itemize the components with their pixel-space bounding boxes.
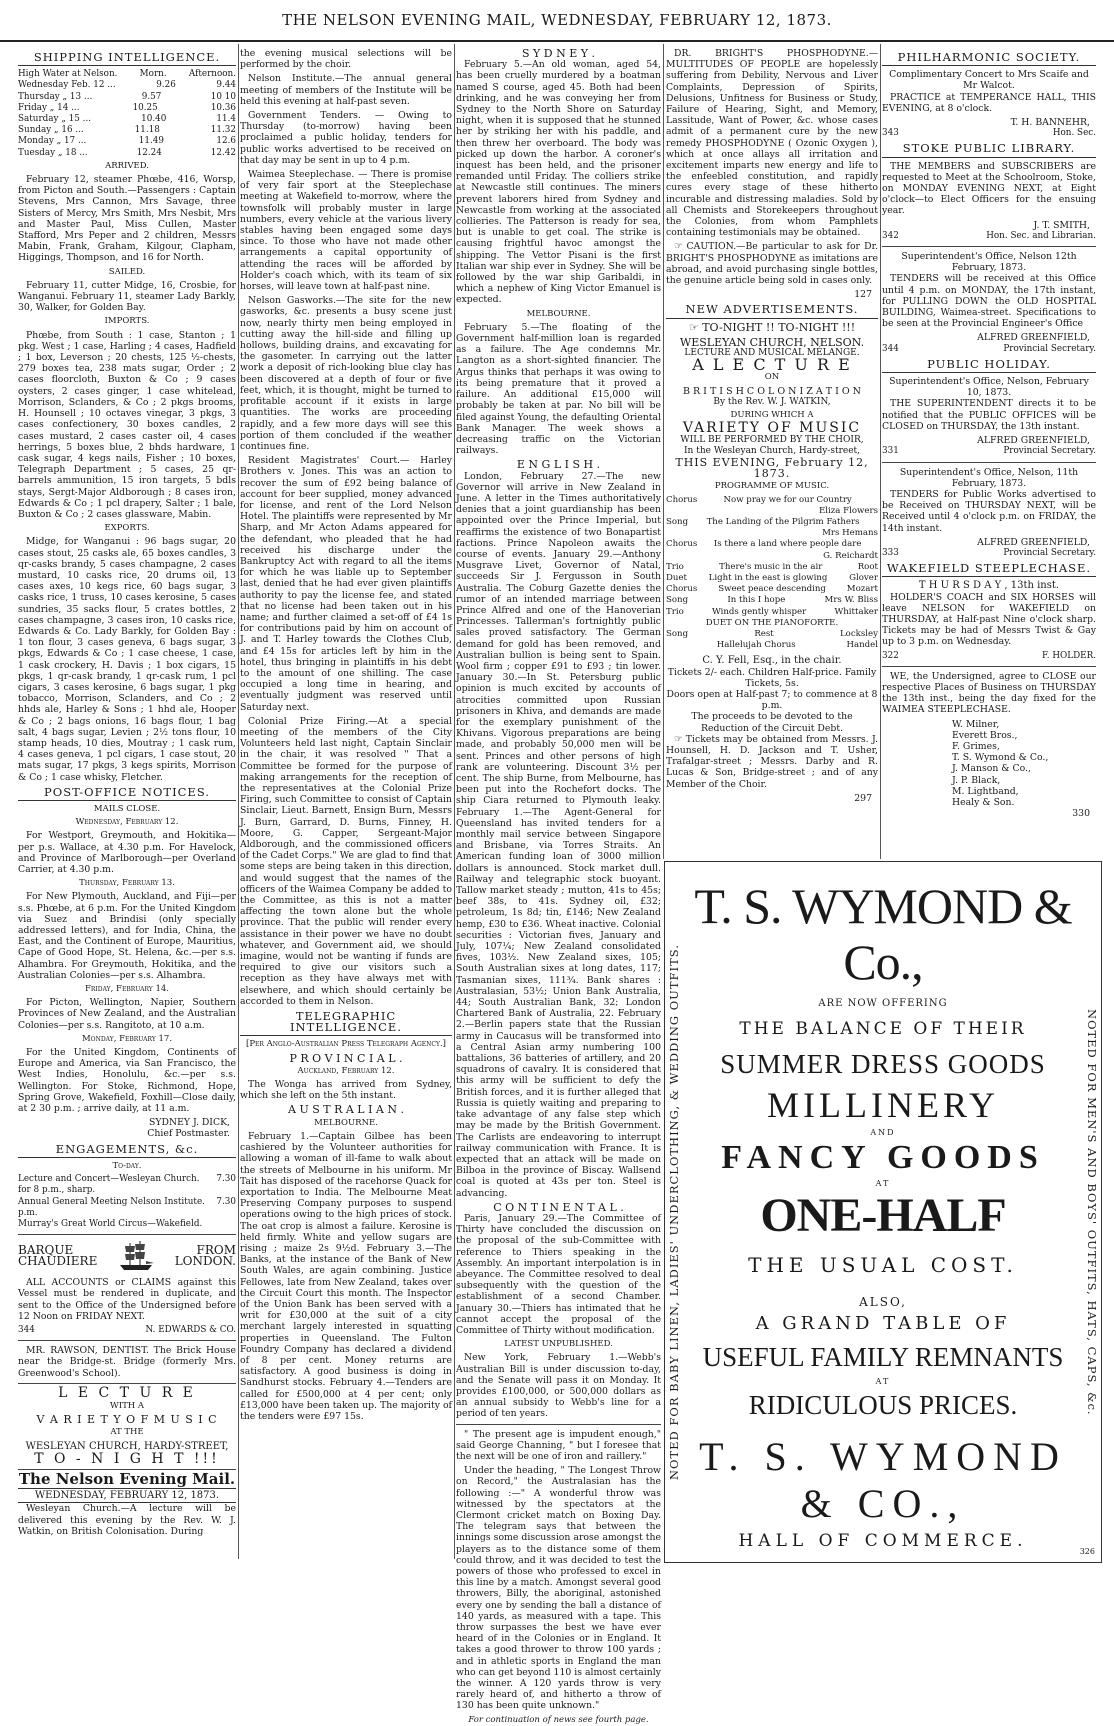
telegraphic-agency: [Per Anglo-Australian Press Telegraph Agency.] [246, 1039, 446, 1050]
news-paragraph: Nelson Gasworks.—The site for the new gasworks, &c. presents a busy scene just now, nearly thirty men being employed in cutting away the hill-side and filling up hollows, building drains, and excavating for the gasometer. In carrying out the latter work a deposit of rich-looking blue clay has been discovered at a depth of four or five feet, which, it is thought, might be turned to profitable account if it exists in large quantities. The works are proceeding rapidly, and a few more days will see this portion of them concluded if the weather continues fine. [240, 295, 452, 452]
list-item [666, 618, 878, 629]
signature: J. T. SMITH, [1033, 219, 1090, 231]
tender-notice: TENDERS will be received at this Office until 4 p.m. on MONDAY, the 17th instant, for PULLING DOWN the OLD HOSPITAL BUILDING, Waimea-street. Specifications to be seen at the Provincial Engineer's Office [882, 273, 1096, 330]
lecture-ad-with: WITH A [109, 1400, 145, 1411]
hw-morn: 10.25 [132, 102, 158, 113]
ad-number: 331 [882, 446, 899, 457]
today-heading: To-day. [112, 1160, 142, 1171]
eng-event: p.m. [18, 1207, 38, 1218]
barque-signature: N. EDWARDS & CO. [145, 1324, 236, 1335]
prog-type: Song [666, 628, 689, 639]
ad-footer [882, 446, 1096, 457]
list-item [666, 551, 878, 562]
column-1 [18, 48, 236, 1560]
complimentary-concert: Complimentary Concert to Mrs Scaife and Mr Walcot. [889, 69, 1089, 92]
prog-type: Trio [666, 561, 684, 572]
prog-type: Chorus [666, 584, 698, 595]
news-paragraph: Colonial Prize Firing.—At a special meeting of the members of the City Volunteers held last night, Captain Sinclair in the chair, it was resolved " That a Committee be formed for the purpose of making arrangements for the reception of the representatives at the Colonial Prize Firing, such Committee to consist of Captain Sinclair, Lieut. Barnett, Ensign Burn, Messrs J. Burn, Garrard, D. Burns, Finney, H. Moore, G. Capper, Sergeant-Major Aldborough, and the commissioned officers of the Cadet Corps." We are glad to find that some steps are being taken in this direction, and would suggest that the names of the officers of the Waimea Company be added to the Committee, as this is not a matter affecting the town alone but the whole province. That the public will render every assistance in their power we have no doubt whatever, and Government aid, we should imagine, would not be wanting if funds are required to give our visitors such a reception as they have always met with elsewhere, and which should certainly be accorded to them in Nelson. [240, 715, 452, 1007]
advert-half: ONE-HALF [760, 1189, 1006, 1242]
on-label: ON [764, 372, 780, 383]
prog-title: Now pray we for our Country [723, 494, 852, 505]
hw-day: Tuesday „ 18 ... [18, 147, 88, 158]
barque-text: ALL ACCOUNTS or CLAIMS against this Vessel must be rendered in duplicate, and sent to the Office of the Undersigned before 12 Noon on FRIDAY NEXT. [18, 1277, 236, 1322]
auckland-dateline: Auckland, February 12. [297, 1065, 395, 1076]
list-item: T. S. Wymond & Co., [952, 752, 1049, 764]
advert-balance: THE BALANCE OF THEIR [739, 1019, 1027, 1039]
office-dateline: Superintendent's Office, Nelson 12th February, 1873. [901, 251, 1077, 274]
british-colonization: B R I T I S H C O L O N I Z A T I O N [683, 385, 861, 397]
ad-number: 342 [882, 230, 899, 241]
tickets: Tickets 2/- each. Children Half-price. Family Tickets, 5s. [667, 666, 877, 689]
ad-number: 297 [854, 792, 872, 804]
list-item [666, 517, 878, 528]
prog-composer: Eliza Flowers [819, 505, 878, 516]
thu-text: For New Plymouth, Auckland, and Fiji—per s.s. Phœbe, at 6 p.m. For the United Kingdom via Suez and Brindisi (only specially addressed letters), and for India, China, the East, and the Continent of Europe, Mauritius, Cape of Good Hope, St. Helena, &c.—per s.s. Alhambra. For Greymouth, Hokitika, and the Australian Colonies—per s.s. Alhambra. [18, 891, 236, 981]
divider [18, 1340, 236, 1341]
ad-footer [882, 344, 1096, 355]
chairman: C. Y. Fell, Esq., in the chair. [702, 655, 842, 667]
prog-title: Is there a land where people dare [713, 539, 862, 550]
mon-text: For the United Kingdom, Continents of Europe and America, via San Francisco, the West Indies, Honolulu, &c.—per s.s. Wellington. For Stoke, Richmond, Hope, Spring Grove, Wakefield, Foxhill—Close daily, at 2 30 p.m. ; arrive daily, at 11 a.m. [18, 1047, 236, 1115]
column-rule [880, 44, 881, 859]
list-item [666, 629, 878, 640]
advert-summer: SUMMER DRESS GOODS [720, 1049, 1046, 1079]
arrived-text: February 12, steamer Phœbe, 416, Worsp, from Picton and South.—Passengers : Captain Stevens, Mrs Cannon, Mrs Savage, three Sisters of Mercy, Mrs Smith, Mrs Nesbit, Mrs and Master Paul, Miss Cullen, Master Stafford, Mrs Peper and 2 children, Messrs Mabin, Frank, Graham, Kilgour, Clapham, Higgings, Thompson, and 16 for North. [18, 174, 236, 264]
column-rule [663, 44, 664, 859]
holiday-notice: THE SUPERINTENDENT directs it to be notified that the PUBLIC OFFICES will be CLOSED on THURSDAY, the 13th instant. [882, 398, 1096, 432]
eng-event: Murray's Great World Circus—Wakefield. [18, 1218, 203, 1229]
lecture-ad-at: AT THE [110, 1427, 144, 1438]
news-paragraph: " The present age is impudent enough," said George Channing, " but I foresee that the next will be one of iron and raillery." [456, 1428, 661, 1462]
table-row [18, 125, 236, 136]
prog-composer: Mozart [846, 584, 878, 595]
signature: T. H. BANNEHR, [1010, 117, 1090, 129]
hw-day: Monday „ 17 ... [18, 136, 87, 147]
signature-title: Provincial Secretary. [1003, 547, 1096, 558]
divider [18, 1234, 236, 1235]
barque-footer [18, 1325, 236, 1336]
steeplechase-heading: WAKEFIELD STEEPLECHASE. [882, 563, 1096, 577]
divider [882, 462, 1096, 463]
ad-footer [882, 128, 1096, 139]
exports-heading: EXPORTS. [104, 523, 150, 534]
ad-footer [882, 231, 1096, 242]
hw-head-2: Morn. [139, 69, 167, 80]
eng-event: Lecture and Concert—Wesleyan Church. [18, 1174, 200, 1185]
prog-title: Light in the east is glowing [708, 572, 828, 583]
ad-footer [882, 651, 1096, 662]
list-item [666, 640, 878, 651]
ticket-outlets: ☞ Tickets may be obtained from Messrs. J. Hounsell, H. D. Jackson and T. Usher, Trafalgar-street ; Messrs. Darby and R. Lucas & Son, Bridge-street ; and of any Member of the Choir. [666, 733, 878, 790]
divider [18, 1383, 236, 1384]
list-item: W. Milner, [952, 718, 1000, 730]
prog-title: Winds gently whisper [711, 606, 807, 617]
office-dateline: Superintendent's Office, Nelson, February 10, 1873. [889, 376, 1089, 399]
during-label: DURING WHICH A [730, 410, 814, 421]
tender-notice: TENDERS for Public Works advertised to be Received on THURSDAY NEXT, will be Received until 4 o'clock p.m. on FRIDAY, the 14th instant. [882, 488, 1096, 534]
hw-aft: 10.36 [210, 102, 236, 113]
news-paragraph: February 1.—Captain Gilbee has been cashiered by the Volunteer authorities for allowing a woman of ill-fame to walk about the streets of Melbourne in his uniform. Mr Tait has disposed of the racehorse Quack for exportation to India. The Melbourne Meat Preserving Company purposes to suspend operations owing to the high prices of stock. The oat crop is almost a failure. Kerosine is held firmly. White and yellow sugars are rising ; maize 2s 9½d. February 3.—The Banks, at the instance of the Bank of New South Wales, are again combining. Justice Fellowes, late from New Zealand, takes over the Circuit Court this month. The Inspector of the Union Bank has been served with a writ for £30,000 at the suit of a city merchant largely interested in squatting properties in Queensland. The Fulton Foundry Company has declared a dividend of 8 per cent. Money returns are satisfactory. A good business is doing in Sandhurst stocks. February 4.—Tenders are called for £500,000 at 4 per cent; only £13,000 have been taken up. The majority of the tenders were £97 15s. [240, 1130, 452, 1422]
prog-composer: Locksley [839, 628, 878, 639]
news-paragraph: Waimea Steeplechase. — There is promise of very fair sport at the Steeplechase meeting at Wakefield to-morrow, where the townsfolk will probably muster in large numbers, every vehicle at the various livery stables having been engaged some days since. To those who have not made other arrangements a capital opportunity of attending the races will be afforded by Holder's coach which, with its team of six horses, will leave town at half-past nine. [240, 169, 452, 293]
advert-table: A GRAND TABLE OF [755, 1313, 1011, 1334]
paper-date: WEDNESDAY, FEBRUARY 12, 1873. [18, 1488, 236, 1503]
hw-aft: 12.6 [216, 136, 236, 147]
barque-name: CHAUDIERE [18, 1254, 98, 1269]
hw-aft: 9.44 [216, 80, 236, 91]
list-item [666, 562, 878, 573]
hw-head-1: High Water at Nelson. [18, 69, 118, 80]
hw-morn: 9.26 [156, 80, 176, 91]
variety-of-music: VARIETY OF MUSIC [682, 420, 862, 437]
programme-list [666, 495, 878, 652]
hw-day: Friday „ 14 ... [18, 102, 80, 113]
ad-number: 127 [854, 289, 872, 301]
list-item: Healy & Son. [952, 796, 1015, 808]
hw-day: Wednesday Feb. 12 ... [18, 80, 116, 91]
ad-number: 326 [1079, 1547, 1095, 1556]
column-2 [240, 48, 452, 1560]
table-row [18, 103, 236, 114]
hw-morn: 10.40 [141, 114, 167, 125]
list-item [666, 539, 878, 550]
prog-type: Song [666, 516, 689, 527]
list-item: M. Lightband, [952, 785, 1019, 797]
ad-number: 343 [882, 128, 899, 139]
this-evening: THIS EVENING, February 12, 1873. [675, 455, 869, 481]
wed-heading: Wednesday, February 12. [75, 817, 179, 828]
prog-composer: Root [857, 561, 878, 572]
hw-aft: 11.4 [216, 114, 236, 125]
advert-right-border: NOTED FOR MEN'S AND BOYS' OUTFITS, HATS, CAPS, &c. [1085, 1008, 1099, 1416]
programme-heading: PROGRAMME OF MUSIC. [714, 481, 830, 492]
list-item [18, 1197, 236, 1208]
list-item: J. P. Black, [952, 774, 1001, 786]
philharmonic-heading: PHILHARMONIC SOCIETY. [882, 52, 1096, 66]
phosphodyne-caution: ☞ CAUTION.—Be particular to ask for Dr. BRIGHT'S PHOSPHODYNE as imitations are abroad, and avoid purchasing single bottles, the genuine article being sold in cases only. [666, 241, 878, 287]
barque-right [174, 1242, 236, 1269]
prog-type: Duet [666, 572, 687, 583]
stoke-notice: THE MEMBERS and SUBSCRIBERS are requested to Meet at the Schoolroom, Stoke, on MONDAY EVENING NEXT, at Eight o'clock—to Elect Officers for the ensuing year. [882, 160, 1096, 217]
prog-title: Sweet peace descending [718, 584, 826, 595]
table-row [18, 80, 236, 91]
list-item [666, 495, 878, 506]
melbourne-heading: MELBOURNE. [314, 1117, 378, 1128]
hw-morn: 9.57 [141, 91, 162, 102]
arrived-heading: ARRIVED. [105, 160, 149, 171]
lecture-ad-venue: WESLEYAN CHURCH, HARDY-STREET, [25, 1440, 229, 1452]
closing-notice: WE, the Undersigned, agree to CLOSE our respective Places of Business on THURSDAY the 13th inst., being the day fixed for the WAIMEA STEEPLECHASE. [882, 670, 1096, 716]
rawson-ad: MR. RAWSON, DENTIST. The Brick House near the Bridge-st. Bridge (formerly Mrs. Greenwood's School). [18, 1345, 236, 1379]
proceeds: The proceeds to be devoted to the Reduction of the Circuit Debt. [691, 711, 853, 734]
wymond-advertisement [664, 861, 1102, 1563]
hw-morn: 11.18 [134, 125, 160, 136]
sailed-text: February 11, cutter Midge, 16, Crosbie, for Wanganui. February 11, steamer Lady Barkly, 30, Walker, for Golden Bay. [18, 279, 236, 314]
prog-composer: Mrs Hemans [822, 528, 878, 539]
prog-type: Song [666, 595, 689, 606]
advert-left-border: NOTED FOR BABY LINEN, LADIES' UNDERCLOTHING, & WEDDING OUTFITS. [667, 944, 681, 1480]
signature-title: Hon. Sec. [1052, 128, 1096, 139]
eng-event: for 8 p.m., sharp. [18, 1185, 96, 1196]
divider [882, 246, 1096, 247]
prog-composer: G. Reichardt [823, 550, 878, 561]
news-paragraph: Paris, January 29.—The Committee of Thirty have concluded the discussion on the proposal of the sub-Committee with reference to Thiers speaking in the Assembly. An important interpolation is in abeyance. The Committee resolved to deal subsequently with the question of the establishment of a second Chamber. January 30.—Thiers has intimated that he cannot accept the proposal of the Committee of Thirty without modification. [456, 1212, 661, 1336]
barque-origin: LONDON. [174, 1254, 236, 1269]
hw-day: Saturday „ 15 ... [18, 114, 92, 125]
advert-at-2: AT [875, 1377, 891, 1386]
prog-title: In this I hope [727, 595, 786, 606]
fri-heading: Friday, February 14. [85, 984, 169, 995]
divider [882, 666, 1096, 667]
hw-aft: 12.42 [210, 147, 236, 158]
phosphodyne-ad: DR. BRIGHT'S PHOSPHODYNE.—MULTITUDES OF PEOPLE are hopelessly suffering from Debility, Nervous and Liver Complaints, Depression of Spirits, Delusions, Unfitness for Business or Study, Failure of Hearing, Sight, and Memory, Lassitude, Want of Power, &c. whose cases admit of a permanent cure by the new remedy PHOSPHODYNE ( Ozonic Oxygen ), which at once allays all irritation and excitement imparts new energy and life to the enfeebled constitution, and rapidly cures every stage of these hitherto incurable and distressing maladies. Sold by all Chemists and Storekeepers throughout the Colonies, from whom Pamphlets containing testimonials may be obtained. [666, 48, 878, 239]
english-heading: E N G L I S H . [516, 458, 601, 472]
telegraphic-heading: TELEGRAPHIC INTELLIGENCE. [240, 1011, 452, 1036]
stoke-library-heading: STOKE PUBLIC LIBRARY. [882, 143, 1096, 157]
engagements-heading: ENGAGEMENTS, &c. [18, 1144, 236, 1158]
coach-notice: HOLDER'S COACH and SIX HORSES will leave NELSON for WAKEFIELD on THURSDAY, at Half-past Nine o'clock sharp. Tickets may be had of Messrs Twist & Gay up to 3 p.m. on Wednesday. [882, 591, 1096, 648]
post-signature: SYDNEY J. DICK, [148, 1117, 230, 1129]
list-item [666, 573, 878, 584]
doors: Doors open at Half-past 7; to commence at 8 p.m. [666, 688, 878, 712]
lecture-musical: LECTURE AND MUSICAL MÉLANGE. [684, 348, 860, 359]
news-paragraph: February 5.—The floating of the Government half-million loan is regarded as a failure. The Age condemns Mr. Langton as a short-sighted financier. The Argus thinks that perhaps it was owing to its being premature that it proved a failure. An additional £15,000 will probably be taken at par. No bill will be filed against Young, the defaulting Oriental Bank Manager. The week shows a decreasing traffic on the Victorian railways. [456, 321, 661, 457]
eng-event: Annual General Meeting Nelson Institute. [18, 1196, 205, 1207]
sydney-heading: S Y D N E Y . [521, 47, 595, 60]
ad-number: 330 [1072, 808, 1090, 820]
steeplechase-date: T H U R S D A Y , 13th inst. [918, 580, 1060, 592]
ad-number: 344 [18, 1324, 35, 1335]
ad-number: 333 [882, 547, 899, 558]
shipping-heading: SHIPPING INTELLIGENCE. [18, 52, 236, 66]
advert-usual: THE USUAL COST. [748, 1253, 1018, 1277]
column-4 [666, 48, 878, 860]
a-lecture: A L E C T U R E [692, 355, 852, 375]
advert-and: AND [870, 1128, 896, 1137]
advert-hall: HALL OF COMMERCE. [738, 1531, 1028, 1551]
hw-day: Thursday „ 13 ... [18, 91, 93, 102]
sailed-heading: SAILED. [108, 266, 146, 277]
fri-text: For Picton, Wellington, Napier, Southern Provinces of New Zealand, and the Australian Colonies—per s.s. Rangitoto, at 10 a.m. [18, 997, 236, 1031]
post-title: Chief Postmaster. [147, 1128, 230, 1140]
news-paragraph: London, February 27.—The new Governor will arrive in New Zealand in June. A letter in the Times authoritatively denies that a joint guardianship has been appointed over the Prince Imperial, but reaffirms the existence of two Bonapartist factions. Prince Napoleon awaits the course of events. January 29.—Anthony Musgrave Livet, Governor of Natal, succeeds Sir J. Fergusson in South Australia. The Coburg Gazette denies the rumor of an intended marriage between Prince Alfred and one of the Hanoverian Princesses. Tallerman's fortnightly public sales proved satisfactory. The German demand for gold has been removed, and Australian bullion is being sent to Spain. Wool firm ; copper £91 to £93 ; tin lower. January 30.—In St. Petersburg public opinion is much excited by accounts of atrocities committed upon Russian prisoners in Khiva, and demands are made for the exemplary punishment of the Khivans. Vigorous preparations are being made, and probably 50,000 men will be sent. Princes and other persons of high rank are volunteering. Discount 3½ per cent. The ship Burne, from Melbourne, has been put into the Rochefort docks. The ship Ciara returned to Plymouth leaky. February 1.—The Agent-General for Queensland has invited tenders for a monthly mail service between Singapore and Brisbane, via Torres Straits. An American funding loan of 3000 million dollars is announced. Stock market dull. Railway and telegraphic stock buoyant. Tallow market steady ; mutton, 41s to 45s; beef 38s, to 41s. Sydney oil, £32; petroleum, 1s 8d; tin, £146; New Zealand hemp, £30 to £36. Wheat inactive. Colonial securities : Victorian fives, January and July, 107¼; New Zealand consolidated fives, 103½. New Zealand sixes, 105; South Australian sixes at long dates, 117; Tasmanian sixes, 111¾. Bank shares : Australasian, 53½; Union Bank Australia, 44; South Australian Bank, 32; London Chartered Bank of Australia, 22. February 2.—Berlin papers state that the Russian army in Caucasus will be transformed into a Central Asian army numbering 100 battalions, 36 batteries of artillery, and 20 squadrons of cavalry. It is considered that this army will be sufficient to defy the British forces, and it is further alleged that Russia is quietly waiting and preparing to take advantage of any false step which may be made by the British Government. The Carlists are endeavoring to interrupt railway communication with France. It is expected that an attack will be made on Bilboa in the province of Biscay. Wallsend coal is quoted at 43s per ton. Steel is advancing. [456, 470, 661, 1199]
news-paragraph: Government Tenders. — Owing to Thursday (to-morrow) having been proclaimed a public holiday, tenders for public works advertised to be received on that day may be sent in up to 4 p.m. [240, 110, 452, 166]
barque-label: BARQUE [18, 1242, 74, 1257]
barque-header [18, 1239, 236, 1273]
signature: F. HOLDER. [1042, 650, 1096, 661]
mails-close-heading: MAILS CLOSE. [93, 804, 161, 814]
imports-text: Phœbe, from South : 1 case, Stanton ; 1 pkg. West ; 1 case, Harling ; 4 cases, Hadfield ; 1 box, Leverson ; 20 chests, 125 ½-chests, 279 boxes tea, 238 mats sugar, Order ; 2 cases floorcloth, Buxton & Co ; 9 cases oysters, 2 cases ginger, 1 case whitelead, Morrison, Sclanders, & Co ; 2 pkgs brooms, H. Hounsell ; 10 octaves vinegar, 3 pkgs, 3 cases confectionery, 30 boxes candles, 2 cases mustard, 2 cases caster oil, 4 cases herrings, 5 boxes blue, 2 bhds hardware, 1 cask sugar, 4 kegs nails, Fisher ; 10 boxes, Telegraph Department ; 5 cases, 25 qr-barrels ammunition, 15 iron targets, 5 bdls stays, Sergt-Major Aldborough ; 8 cases iron, Edwards & Co ; 1 pcl drapery, Salter ; 1 bale, Buxton & Co ; 2 cases glassware, Mabin. [18, 329, 236, 520]
news-paragraph: The Wonga has arrived from Sydney, which she left on the 5th instant. [240, 1079, 452, 1102]
eng-time: 7.30 [216, 1174, 236, 1185]
barque-from: FROM [196, 1242, 236, 1257]
continental-heading: C O N T I N E N T A L . [493, 1200, 624, 1214]
advert-fancy: FANCY GOODS [721, 1139, 1045, 1176]
advert-ridiculous: RIDICULOUS PRICES. [748, 1390, 1018, 1420]
high-water-table [18, 80, 236, 158]
prog-composer: Glover [849, 572, 878, 583]
prog-title: The Landing of the Pilgrim Fathers [706, 516, 860, 527]
advert-at: AT [875, 1179, 891, 1188]
prog-title: Rest [754, 628, 774, 639]
office-dateline: Superintendent's Office, Nelson, 11th February, 1873. [899, 466, 1079, 489]
list-item [666, 595, 878, 606]
signature: ALFRED GREENFIELD, [977, 536, 1090, 548]
australian-heading: A U S T R A L I A N . [288, 1103, 404, 1117]
list-item [18, 1185, 236, 1196]
prog-title: DUET ON THE PIANOFORTE. [705, 617, 839, 628]
high-water-header [18, 69, 236, 80]
lecture-ad-variety: V A R I E T Y O F M U S I C [36, 1413, 218, 1427]
hw-aft: 11.32 [210, 125, 236, 136]
prog-type: Chorus [666, 494, 698, 505]
list-item [666, 506, 878, 517]
barque-left [18, 1242, 98, 1269]
hw-day: Sunday „ 16 ... [18, 125, 84, 136]
lecturer: By the Rev. W. J. WATKIN, [713, 396, 831, 407]
exports-text: Midge, for Wanganui : 96 bags sugar, 20 cases stout, 25 casks ale, 65 boxes candles, 3 qr-casks brandy, 5 cases champagne, 2 cases mustard, 10 casks rice, 20 drums oil, 13 cases axes, 10 kegs rice, 60 bags sugar, 3 casks rice, 1 truss, 10 cases kerosine, 5 cases sundries, 35 sacks flour, 5 crates bottles, 2 cases champagne, 3 cases iron, 10 casks rice, Edwards & Co. Lady Barkly, for Golden Bay : 1 ton flour, 3 cases geneva, 6 bags sugar, 3 pkgs, Edwards & Co ; 1 case cheese, 1 case, 1 cask crockery, H. Davis ; 1 box cigars, 15 pkgs, 1 qr-cask brandy, 1 qr-cask rum, 1 pcl cigars, 3 cases kerosine, 6 bags sugar, 1 pkg tobacco, Morrison, Sclanders, and Co ; 2 hhds ale, Harley & Sons ; 1 hhd ale, Hooper & Co ; 2 bags onions, 16 bags flour, 1 bag salt, 4 bags sugar, Levien ; 2½ tons flour, 10 stamp heads, 10 dies, Moutray ; 1 cask rum, 4 cases geneva, 1 pcl cigars, 1 case stout, 20 mats sugar, 17 pkgs, 3 kegs spirits, Morrison & Co ; 1 case whisky, Fletcher. [18, 536, 236, 783]
advert-offering: ARE NOW OFFERING [818, 998, 948, 1009]
prog-composer: Whittaker [834, 606, 878, 617]
lecture-ad-title: L E C T U R E [58, 1384, 196, 1401]
masthead: THE NELSON EVENING MAIL, WEDNESDAY, FEBRUARY 12, 1873. [0, 0, 1114, 42]
signature: ALFRED GREENFIELD, [977, 435, 1090, 447]
prog-type: Trio [666, 606, 684, 617]
wesleyan-paragraph: Wesleyan Church.—A lecture will be delivered this evening by the Rev. W. J. Watkin, on British Colonisation. During [18, 1503, 236, 1537]
ad-number: 322 [882, 650, 899, 661]
list-item: Everett Bros., [952, 729, 1018, 741]
signatories-list [882, 719, 1096, 809]
new-advertisements-heading: NEW ADVERTISEMENTS. [666, 304, 878, 318]
news-paragraph: Resident Magistrates' Court.— Harley Brothers v. Jones. This was an action to recover the sum of £92 being balance of account for beer supplied, money advanced for license, and rent of the Lord Nelson Hotel. The plaintiffs were represented by Mr Sharp, and Mr Acton Adams appeared for the defendant, who pleaded that he had received his discharge under the Bankruptcy Act with regard to all the items for which he was liable up to September last, denied that he had ever given plaintiffs authority to pay the license fee, and stated that no license had been taken out in his name; and further claimed a set-off of £4 1s for contributions paid by him on account of J. and T. Harley towards the Clothes Club, and £4 15s for articles left by him in the hotel, thus bringing in plaintiffs in his debt to the amount of one shilling. The case occupied a long time in hearing, and eventually judgment was reserved until Saturday next. [240, 455, 452, 713]
provincial-heading: P R O V I N C I A L . [289, 1051, 403, 1065]
list-item: F. Grimes, [952, 740, 1000, 752]
list-item [666, 584, 878, 595]
signature-title: Provincial Secretary. [1003, 343, 1096, 354]
column-rule [238, 44, 239, 1559]
divider [456, 1424, 661, 1425]
venue: In the Wesleyan Church, Hardy-street, [684, 445, 860, 456]
public-holiday-heading: PUBLIC HOLIDAY. [882, 359, 1096, 373]
table-row [18, 148, 236, 159]
signature-title: Provincial Secretary. [1003, 446, 1096, 457]
table-row [18, 92, 236, 103]
latest-heading: LATEST UNPUBLISHED. [504, 1339, 613, 1350]
hw-morn: 11.49 [138, 136, 164, 147]
signature-title: Hon. Sec. and Librarian. [986, 230, 1096, 241]
advert-body [689, 862, 1077, 1562]
performed-by: WILL BE PERFORMED BY THE CHOIR, [680, 434, 864, 445]
column-3 [456, 47, 661, 1725]
signature: ALFRED GREENFIELD, [977, 332, 1090, 344]
list-item [18, 1219, 236, 1230]
imports-heading: IMPORTS. [104, 316, 150, 327]
list-item [18, 1174, 236, 1185]
ad-number: 344 [882, 343, 899, 354]
wed-text: For Westport, Greymouth, and Hokitika—per p.s. Wallace, at 4.30 p.m. For Havelock, and Province of Marlborough—per Overland Carrier, at 4.30 p.m. [18, 830, 236, 876]
hw-aft: 10 10 [210, 91, 236, 102]
thu-heading: Thursday, February 13. [79, 878, 175, 889]
engagements-list [18, 1174, 236, 1230]
prog-title: There's music in the air [719, 561, 823, 572]
list-item [18, 1208, 236, 1219]
hw-morn: 12.24 [136, 147, 162, 158]
list-item [666, 607, 878, 618]
list-item: J. Manson & Co., [952, 763, 1031, 775]
eng-time: 7.30 [216, 1196, 236, 1207]
wesleyan-church-title: WESLEYAN CHURCH, NELSON. [679, 335, 865, 349]
column-5 [882, 48, 1096, 860]
prog-type: Chorus [666, 539, 698, 550]
news-paragraph: the evening musical selections will be performed by the choir. [240, 48, 452, 71]
prog-composer: Handel [846, 640, 878, 651]
news-paragraph: Nelson Institute.—The annual general meeting of members of the Institute will be held this evening at half-past seven. [240, 73, 452, 107]
prog-composer: Mrs W. Bliss [824, 595, 878, 606]
list-item [666, 528, 878, 539]
paper-title: The Nelson Evening Mail. [18, 1469, 236, 1488]
column-rule [454, 44, 455, 1559]
news-paragraph: February 5.—An old woman, aged 54, has been cruelly murdered by a boatman named S course, aged 45. Both had been drinking, and he was conveying her from Sydney to the North Shore on Saturday night, when it is supposed that he stunned her by striking her with his paddle, and then threw her overboard. The body was picked up down the harbor. A coroner's inquest has been held, and the prisoner remanded until Friday. The colliers strike at Newcastle still continues. The miners prevent laborers hired from Sydney and Newcastle from working at the associated collieries. The Patterson is ready for sea, but is unable to get coal. The strike is causing frightful havoc amongst the shipping. The Vettor Pisani is the first Italian war ship ever in Sydney. She will be followed by the war ship Garibaldi, in which a nephew of King Victor Emanuel is expected. [456, 59, 661, 306]
advert-name-2: T. S. WYMOND & CO., [699, 1434, 1067, 1526]
post-office-heading: POST-OFFICE NOTICES. [18, 787, 236, 801]
ad-footer [882, 548, 1096, 559]
tonight-banner: ☞ TO-NIGHT !! TO-NIGHT !!! [688, 320, 856, 334]
mon-heading: Monday, February 17. [81, 1033, 173, 1044]
table-row [18, 136, 236, 147]
advert-millinery: MILLINERY [767, 1085, 999, 1125]
prog-title: Hallelujah Chorus [716, 640, 796, 651]
news-paragraph: New York, February 1.—Webb's Australian Bill is under discussion to-day, and the Senate will pass it on Monday. It provides £100,000, or 500,000 dollars as an annual subsidy to Webb's line for a period of ten years. [456, 1352, 661, 1420]
ship-icon [116, 1239, 156, 1273]
lecture-ad-tonight: T O - N I G H T !!! [34, 1450, 220, 1467]
news-paragraph: Under the heading, " The Longest Throw on Record," the Australasian has the following :—" A wonderful throw was witnessed by the spectators at the Clermont cricket match on Boxing Day. The telegram says that between the innings some discussion arose amongst the players as to the distance some of them could throw, and it was decided to test the powers of those who professed to excel in this line by a match. Amongst several good throwers, Billy, the aboriginal, astonished every one by sending the ball a distance of 140 yards, as measured with a tape. This throw surpasses the best we have ever heard of in the Colonies or in England. It takes a good thrower to throw 100 yards ; and in athletic sports in England the man who can get beyond 110 is almost certainly the winner. A 120 yards throw is very rarely heard of, and hitherto a throw of 130 has been quite unknown." [456, 1465, 661, 1712]
continuation-note: For continuation of news see fourth page. [468, 1714, 649, 1725]
advert-useful: USEFUL FAMILY REMNANTS [702, 1342, 1064, 1372]
advert-name: T. S. WYMOND & Co., [694, 878, 1072, 990]
melbourne-heading-2: MELBOURNE. [526, 308, 591, 319]
table-row [18, 114, 236, 125]
advert-also: ALSO, [859, 1295, 907, 1309]
hw-head-3: Afternoon. [188, 69, 236, 80]
practice-notice: PRACTICE at TEMPERANCE HALL, THIS EVENING, at 8 o'clock. [882, 91, 1096, 114]
